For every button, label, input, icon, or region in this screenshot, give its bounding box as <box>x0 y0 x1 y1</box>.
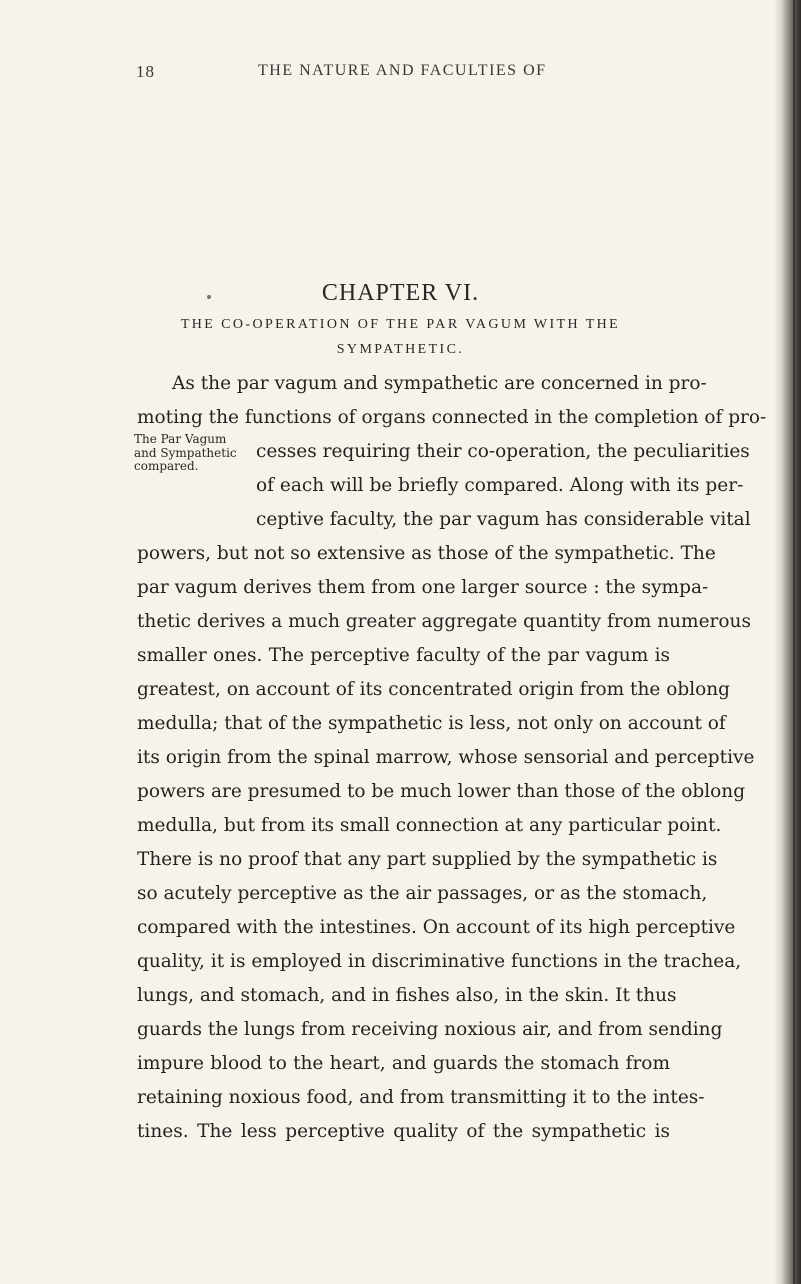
body-line-18: quality, it is employed in discriminative functions in the trachea, <box>137 951 742 972</box>
body-line-1: As the par vagum and sympathetic are concerned in pro- <box>172 373 707 394</box>
body-line-21: impure blood to the heart, and guards the stomach from <box>137 1053 670 1074</box>
body-line-13: powers are presumed to be much lower than those of the oblong <box>137 781 746 802</box>
body-line-7: par vagum derives them from one larger source : the sympa- <box>137 577 709 598</box>
body-line-12: its origin from the spinal marrow, whose sensorial and perceptive <box>137 747 755 768</box>
body-line-19: lungs, and stomach, and in fishes also, in the skin. It thus <box>137 985 677 1006</box>
body-line-15: There is no proof that any part supplied by the sympathetic is <box>137 849 718 870</box>
body-line-8: thetic derives a much greater aggregate quantity from numerous <box>137 611 751 632</box>
margin-note <box>134 433 244 474</box>
chapter-subtitle-line-1: THE CO-OPERATION OF THE PAR VAGUM WITH THE <box>180 317 621 332</box>
running-head <box>0 62 801 82</box>
chapter-title: CHAPTER VI. <box>321 280 480 306</box>
chapter-subtitle-line-2: SYMPATHETIC. <box>336 342 465 357</box>
margin-note-line-3: compared. <box>134 459 199 473</box>
body-line-4: of each will be briefly compared. Along with its per- <box>256 475 744 496</box>
page-number: 18 <box>136 62 155 81</box>
margin-note-line-2: and Sympathetic <box>134 445 237 460</box>
body-line-20: guards the lungs from receiving noxious air, and from sending <box>137 1019 723 1040</box>
running-head-title: THE NATURE AND FACULTIES OF <box>258 62 547 79</box>
body-line-5: ceptive faculty, the par vagum has considerable vital <box>256 509 751 530</box>
body-line-10: greatest, on account of its concentrated origin from the oblong <box>137 679 731 700</box>
body-line-9: smaller ones. The perceptive faculty of the par vagum is <box>137 645 670 666</box>
body-line-16: so acutely perceptive as the air passages, or as the stomach, <box>137 883 708 904</box>
page-edge-shadow <box>775 0 801 1284</box>
body-line-6: powers, but not so extensive as those of the sympathetic. The <box>137 543 716 564</box>
page-edge-line <box>793 0 795 1284</box>
body-line-14: medulla, but from its small connection at any particular point. <box>137 815 722 836</box>
body-line-3: cesses requiring their co-operation, the peculiarities <box>256 441 750 462</box>
body-line-11: medulla; that of the sympathetic is less, not only on account of <box>137 713 726 734</box>
body-line-23: tines. The less perceptive quality of the sympathetic is <box>137 1121 670 1142</box>
margin-note-line-1: The Par Vagum <box>134 432 227 446</box>
body-line-22: retaining noxious food, and from transmitting it to the intes- <box>137 1087 705 1108</box>
body-line-2: moting the functions of organs connected in the completion of pro- <box>137 407 767 428</box>
body-line-17: compared with the intestines. On account of its high perceptive <box>137 917 736 938</box>
